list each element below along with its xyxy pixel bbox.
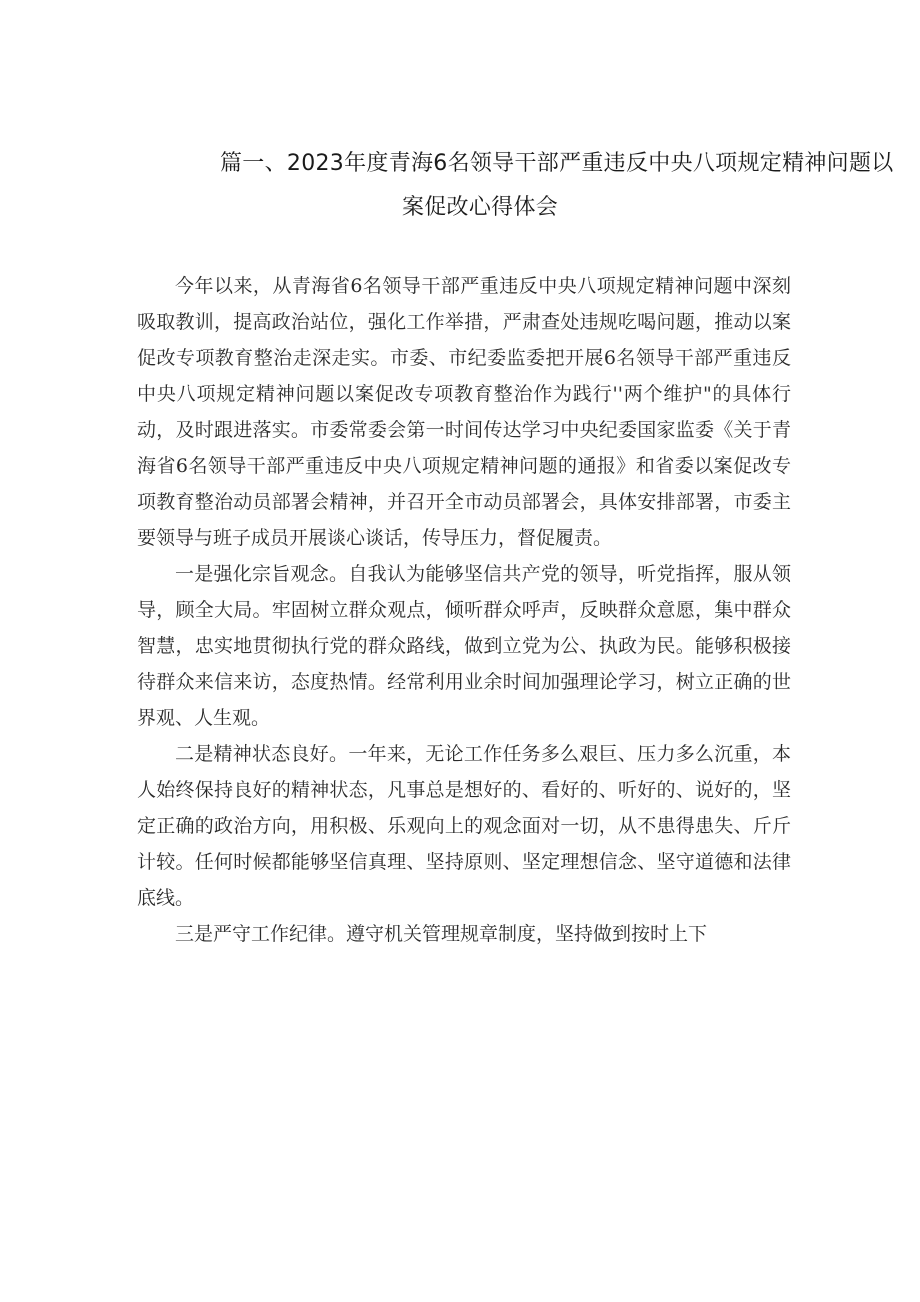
title-line-2: 案促改心得体会 — [401, 195, 559, 220]
document-body — [137, 268, 791, 952]
paragraph-point-2: 二是精神状态良好。一年来，无论工作任务多么艰巨、压力多么沉重，本人始终保持良好的精神状态，凡事总是想好的、看好的、听好的、说好的，坚定正确的政治方向，用积极、乐观向上的观念面对一切，从不患得患失、斤斤计较。任何时候都能够坚信真理、坚持原则、坚定理想信念、坚守道德和法律底线。 — [137, 743, 791, 909]
title-line-1: 篇一、2023年度青海6名领导干部严重违反中央八项规定精神问题以 — [220, 151, 894, 176]
paragraph-intro: 今年以来，从青海省6名领导干部严重违反中央八项规定精神问题中深刻吸取教训，提高政治站位，强化工作举措，严肃查处违规吃喝问题，推动以案促改专项教育整治走深走实。市委、市纪委监委把开展6名领导干部严重违反中央八项规定精神问题以案促改专项教育整治作为践行''两个维护"的具体行动，及时跟进落实。市委常委会第一时间传达学习中央纪委国家监委《关于青海省6名领导干部严重违反中央八项规定精神问题的通报》和省委以案促改专项教育整治动员部署会精神，并召开全市动员部署会，具体安排部署，市委主要领导与班子成员开展谈心谈话，传导压力，督促履责。 — [137, 275, 791, 549]
document-title — [120, 142, 894, 230]
paragraph-point-1: 一是强化宗旨观念。自我认为能够坚信共产党的领导，听党指挥，服从领导，顾全大局。牢固树立群众观点，倾听群众呼声，反映群众意愿，集中群众智慧，忠实地贯彻执行党的群众路线，做到立党为公、执政为民。能够积极接待群众来信来访，态度热情。经常利用业余时间加强理论学习，树立正确的世界观、人生观。 — [137, 563, 791, 729]
paragraph-point-3: 三是严守工作纪律。遵守机关管理规章制度，坚持做到按时上下 — [175, 923, 708, 945]
